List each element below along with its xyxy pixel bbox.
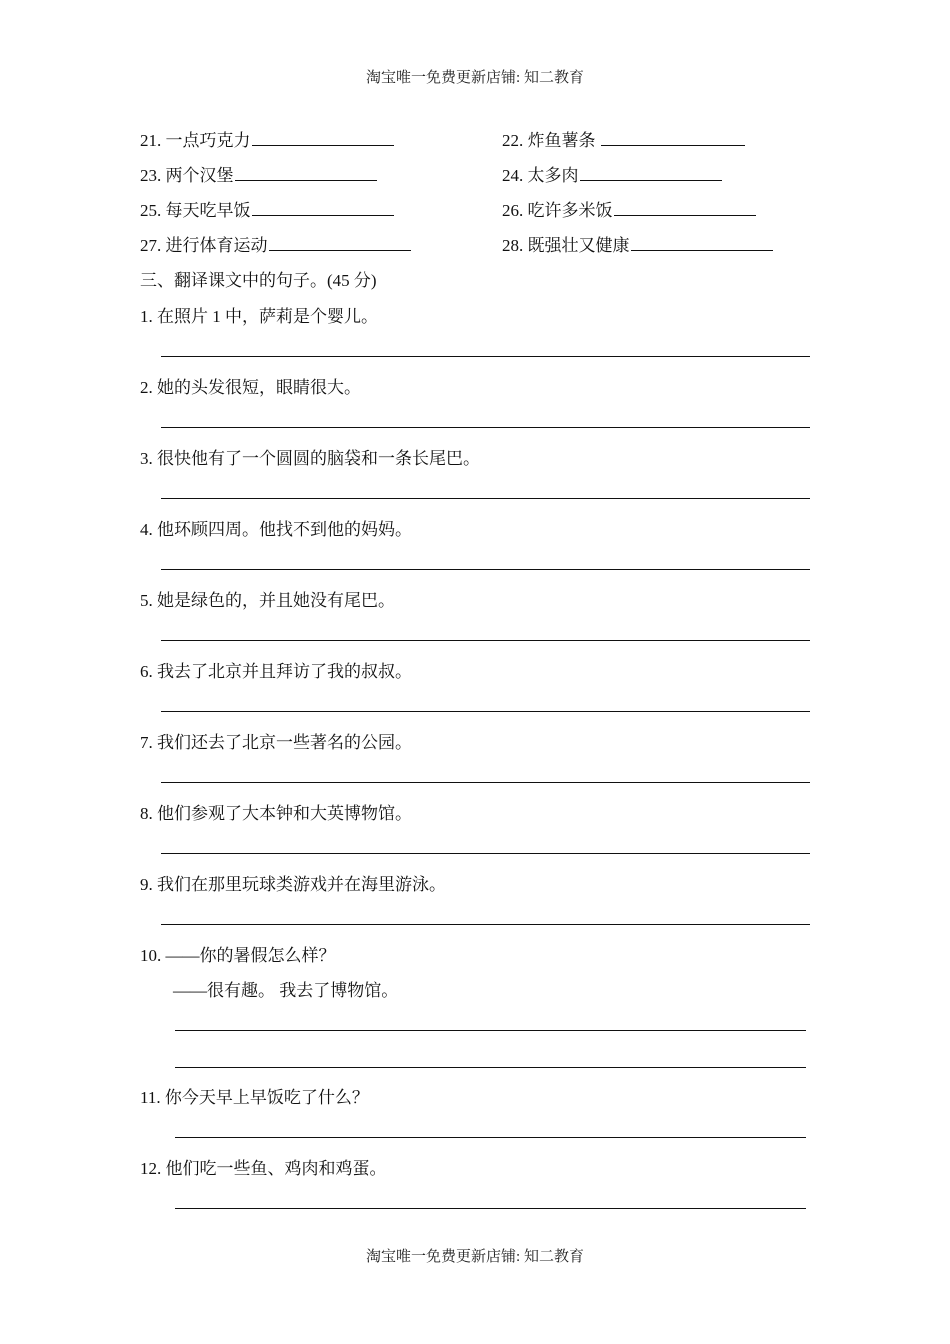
vocab-item-21 [140,126,394,151]
vocab-row [140,231,840,255]
question-5: 5. 她是绿色的，并且她没有尾巴。 [140,591,395,610]
question-7: 7. 我们还去了北京一些著名的公园。 [140,733,412,752]
question-10: 10. ——你的暑假怎么样？ [140,946,336,965]
answer-blank[interactable] [614,198,756,216]
answer-line[interactable] [161,853,810,854]
vocab-item-28 [502,231,773,256]
answer-line[interactable] [175,1208,806,1209]
question-12: 12. 他们吃一些鱼、鸡肉和鸡蛋。 [140,1159,387,1178]
question-8: 8. 他们参观了大本钟和大英博物馆。 [140,804,412,823]
vocab-label: 26. 吃许多米饭 [502,201,613,220]
vocab-item-27 [140,231,411,256]
answer-blank[interactable] [252,128,394,146]
answer-line[interactable] [175,1137,806,1138]
vocab-label: 24. 太多肉 [502,166,579,185]
answer-line[interactable] [161,640,810,641]
vocab-item-26 [502,196,756,221]
answer-blank[interactable] [269,233,411,251]
answer-blank[interactable] [631,233,773,251]
answer-line[interactable] [161,711,810,712]
answer-line[interactable] [161,356,810,357]
answer-line[interactable] [161,569,810,570]
answer-line[interactable] [161,427,810,428]
answer-line[interactable] [175,1030,806,1031]
section-title: 三、翻译课文中的句子。(45 分) [140,271,377,290]
vocab-row [140,161,840,185]
answer-blank[interactable] [601,128,745,146]
vocab-item-24 [502,161,722,186]
question-9: 9. 我们在那里玩球类游戏并在海里游泳。 [140,875,446,894]
vocab-label: 22. 炸鱼薯条 [502,131,600,150]
vocab-label: 27. 进行体育运动 [140,236,268,255]
vocab-label: 25. 每天吃早饭 [140,201,251,220]
answer-line[interactable] [161,782,810,783]
question-4: 4. 他环顾四周。他找不到他的妈妈。 [140,520,412,539]
question-2: 2. 她的头发很短，眼睛很大。 [140,378,361,397]
page-footer: 淘宝唯一免费更新店铺: 知二教育 [366,1249,584,1265]
vocab-label: 28. 既强壮又健康 [502,236,630,255]
vocab-item-25 [140,196,394,221]
answer-line[interactable] [161,924,810,925]
vocab-item-23 [140,161,377,186]
question-11: 11. 你今天早上早饭吃了什么？ [140,1088,369,1107]
answer-blank[interactable] [252,198,394,216]
vocab-label: 21. 一点巧克力 [140,131,251,150]
vocab-row [140,126,840,150]
answer-line[interactable] [161,498,810,499]
vocab-item-22 [502,126,745,151]
answer-line[interactable] [175,1067,806,1068]
vocab-row [140,196,840,220]
question-10-reply: ——很有趣。 我去了博物馆。 [173,981,399,1000]
answer-blank[interactable] [580,163,722,181]
question-1: 1. 在照片 1 中，萨莉是个婴儿。 [140,307,378,326]
question-6: 6. 我去了北京并且拜访了我的叔叔。 [140,662,412,681]
answer-blank[interactable] [235,163,377,181]
question-3: 3. 很快他有了一个圆圆的脑袋和一条长尾巴。 [140,449,480,468]
page-header: 淘宝唯一免费更新店铺: 知二教育 [366,70,584,86]
vocab-label: 23. 两个汉堡 [140,166,234,185]
